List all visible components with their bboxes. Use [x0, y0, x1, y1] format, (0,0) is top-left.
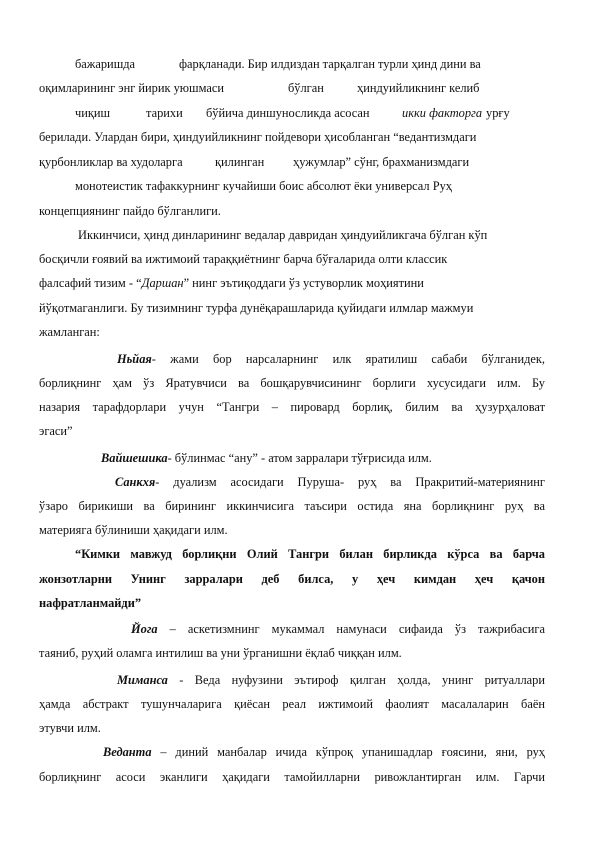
text-line — [39, 424, 73, 439]
text-line — [39, 81, 224, 96]
text-fragment: – диний манбалар ичида кўпроқ упанишадлар ғоясини, яни, руҳ — [151, 745, 545, 759]
text-fragment: қилинган — [215, 155, 265, 169]
text-fragment: нафратланмайди” — [39, 596, 142, 610]
text-line — [39, 721, 101, 736]
term-mimansa: Миманса — [117, 673, 168, 687]
quote-line — [39, 596, 141, 611]
text-fragment: – аскетизмнинг мукаммал намунаси сифаида ўз тажрибасига — [169, 622, 545, 636]
text-line — [39, 301, 473, 316]
text-fragment: ” нинг эътиқоддаги ўз устуворлик моҳиятини — [183, 276, 424, 290]
text-fragment: Иккинчиси, ҳинд динларининг ведалар давридан ҳиндуийликгача бўлган кўп — [78, 228, 488, 242]
text-fragment: босқичли ғоявий ва ижтимоий тараққиётнинг барча бўғаларида олти классик — [39, 252, 448, 266]
text-line — [75, 106, 545, 121]
quote-line — [75, 547, 545, 562]
term-vaisheshika: Вайшешика — [101, 451, 168, 465]
text-fragment: таяниб, руҳий оламга интилиш ва уни ўрганишни ёқлаб чиққан илм. — [39, 646, 402, 660]
text-fragment: “Кимки мавжуд борлиқни Олий Тангри билан бирликда кўрса ва барча — [75, 547, 545, 561]
text-fragment: концепциянинг пайдо бўлганлиги. — [39, 204, 221, 218]
text-fragment: ҳиндуийликнинг келиб — [357, 81, 480, 95]
text-fragment: тарихи — [146, 106, 183, 120]
text-fragment: оқимларининг энг йирик уюшмаси — [39, 81, 224, 95]
term-sankhya: Санкхя — [115, 475, 156, 489]
text-fragment: қурбонликлар ва худоларга — [39, 155, 183, 169]
text-fragment: бўйича диншуносликда асосан — [206, 106, 370, 120]
term-vedanta: Веданта — [103, 745, 152, 759]
text-fragment: эгаси” — [39, 424, 73, 438]
text-fragment: ҳужумлар” сўнг, брахманизмдаги — [293, 155, 470, 169]
text-fragment: борлиқнинг асоси эканлиги ҳақидаги тамойилларни ривожлантирган илм. Гарчи — [39, 770, 545, 784]
text-line — [78, 228, 487, 243]
text-line — [39, 400, 545, 415]
text-line — [131, 622, 545, 637]
text-fragment: берилади. Улардан бири, ҳиндуийликнинг пойдевори ҳисобланган “ведантизмдаги — [39, 130, 477, 144]
text-line — [288, 81, 480, 96]
text-line — [39, 204, 221, 219]
text-fragment: - жами бор нарсаларнинг илк яратилиш сабаби бўлганидек, — [151, 352, 545, 366]
text-fragment: ўзаро бирикиши ва бирининг иккинчисига таъсири остида яна борлиқнинг руҳ ва — [39, 499, 545, 513]
text-line — [39, 499, 545, 514]
text-fragment: жонзотларни Унинг зарралари деб билса, у ҳеч кимдан ҳеч қачон — [39, 572, 545, 586]
text-line — [101, 451, 432, 466]
text-line — [39, 276, 424, 291]
text-line — [75, 179, 452, 194]
text-line — [39, 376, 545, 391]
text-fragment: урғу — [486, 106, 510, 120]
text-line — [103, 745, 545, 760]
text-fragment: бўлган — [288, 81, 324, 95]
text-fragment: назария тарафдорлари учун “Тангри – пировард борлиқ, билим ва ҳузурҳаловат — [39, 400, 545, 414]
text-fragment: фалсафий тизим - “ — [39, 276, 142, 290]
text-fragment: - дуализм асосидаги Пуруша- руҳ ва Пракритий-материянинг — [155, 475, 545, 489]
quote-line — [39, 572, 545, 587]
text-line — [39, 325, 100, 340]
text-fragment: этувчи илм. — [39, 721, 101, 735]
text-line — [39, 770, 545, 785]
text-fragment: йўқотмаганлиги. Бу тизимнинг турфа дунёқарашларида қуйидаги илмлар мажмуи — [39, 301, 474, 315]
text-fragment: чиқиш — [75, 106, 111, 120]
term-yoga: Йога — [131, 622, 158, 636]
text-line — [39, 130, 476, 145]
text-fragment: ҳамда абстракт тушунчаларига қиёсан реал ижтимоий фаолият масалаларин баён — [39, 697, 545, 711]
text-line — [115, 475, 545, 490]
text-fragment: бажаришда — [75, 57, 136, 71]
text-line — [39, 523, 228, 538]
text-fragment-italic: икки факторга — [402, 106, 483, 120]
text-fragment: - Веда нуфузини эътироф қилган ҳолда, унинг ритуаллари — [179, 673, 545, 687]
text-line — [39, 646, 402, 661]
text-fragment: материяга бўлиниши ҳақидаги илм. — [39, 523, 228, 537]
text-fragment: - бўлинмас “ану” - атом зарралари тўғрисида илм. — [167, 451, 432, 465]
text-fragment: фарқланади. Бир илдиздан тарқалган турли ҳинд дини ва — [179, 57, 481, 71]
text-fragment: монотеистик тафаккурнинг кучайиши боис абсолют ёки универсал Руҳ — [75, 179, 452, 193]
text-line — [39, 155, 470, 170]
text-line — [39, 252, 447, 267]
term-nyaya: Ньйая — [117, 352, 152, 366]
text-fragment: борлиқнинг ҳам ўз Яратувчиси ва бошқарувчисининг борлиги хусусидаги илм. Бу — [39, 376, 545, 390]
text-line — [39, 697, 545, 712]
text-line — [117, 673, 545, 688]
text-line — [117, 352, 545, 367]
text-fragment-italic: Даршан — [141, 276, 184, 290]
text-line — [75, 57, 481, 72]
text-fragment: жамланган: — [39, 325, 100, 339]
